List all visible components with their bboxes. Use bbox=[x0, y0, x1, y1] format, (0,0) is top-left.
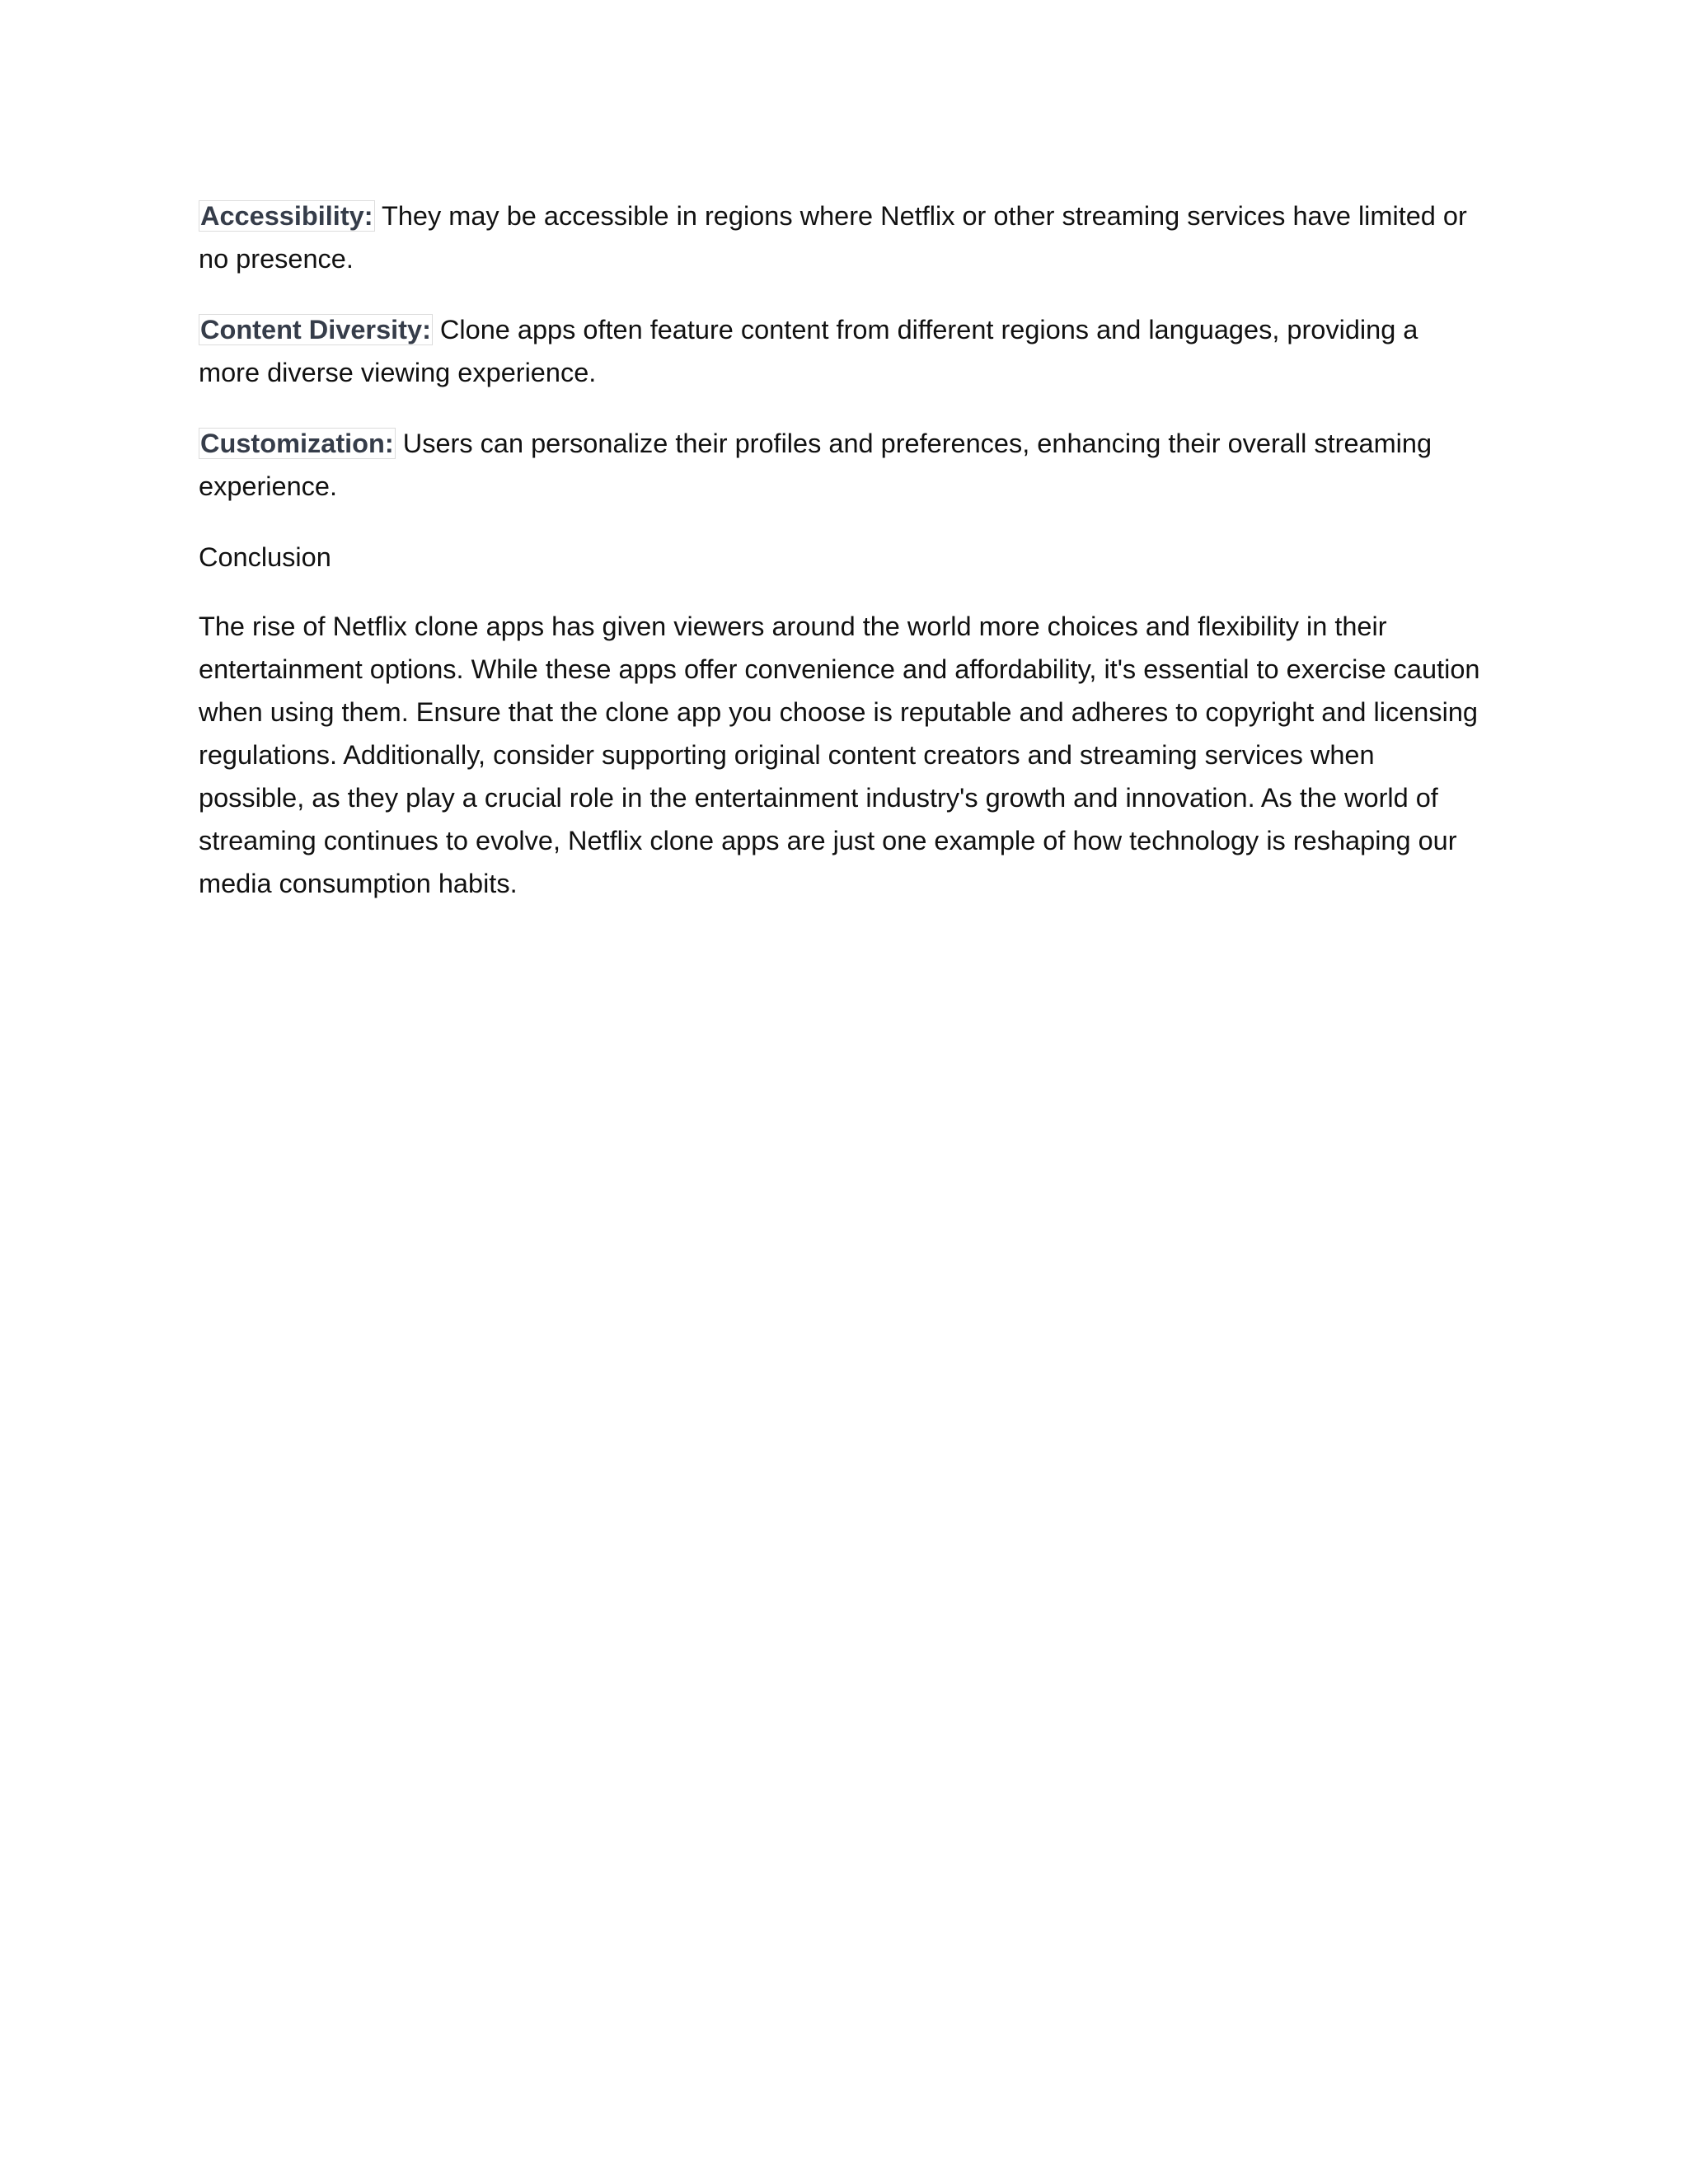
description-accessibility: They may be accessible in regions where Netflix or other streaming services have limited or no presence. bbox=[199, 201, 1467, 274]
conclusion-body: The rise of Netflix clone apps has given viewers around the world more choices and flexibility in their entertainment options. While these apps offer convenience and affordability, it's essential to exercise caution when using them. Ensure that the clone app you choose is reputable and adheres to copyright and licensing regulations. Additionally, consider supporting original content creators and streaming services when possible, as they play a crucial role in the entertainment industry's growth and innovation. As the world of streaming continues to evolve, Netflix clone apps are just one example of how technology is reshaping our media consumption habits. bbox=[199, 612, 1480, 898]
description-customization: Users can personalize their profiles and preferences, enhancing their overall streaming experience. bbox=[199, 429, 1432, 501]
term-content-diversity: Content Diversity: bbox=[200, 315, 431, 344]
term-customization: Customization: bbox=[200, 429, 394, 458]
term-accessibility: Accessibility: bbox=[200, 201, 373, 231]
list-item-accessibility bbox=[199, 194, 1484, 280]
conclusion-heading: Conclusion bbox=[199, 542, 331, 572]
description-content-diversity: Clone apps often feature content from different regions and languages, providing a more diverse viewing experience. bbox=[199, 315, 1418, 387]
list-item-content-diversity bbox=[199, 308, 1484, 394]
document-page bbox=[199, 194, 1484, 933]
list-item-customization bbox=[199, 422, 1484, 508]
